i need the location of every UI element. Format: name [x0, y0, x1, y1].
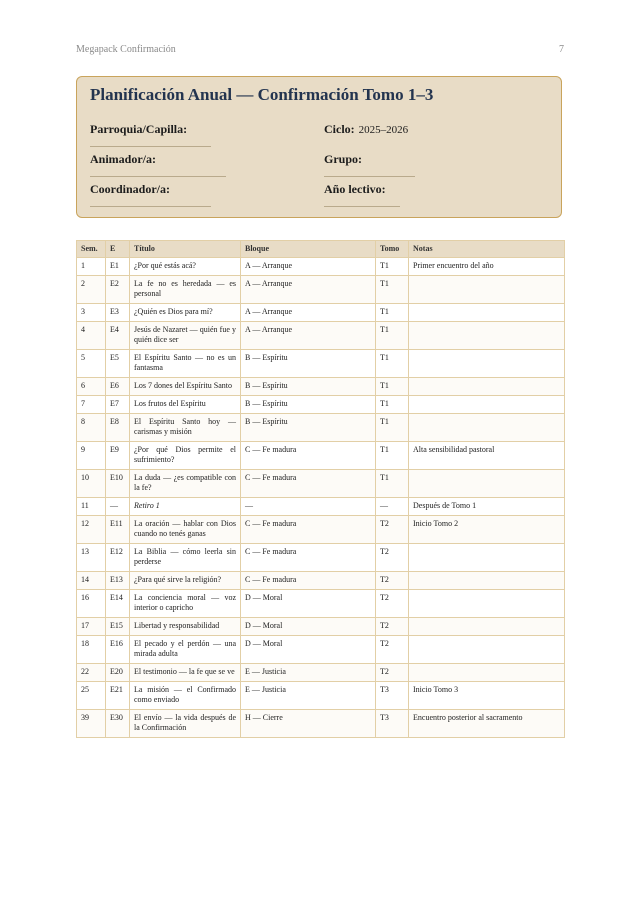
cell-tomo: T2	[376, 664, 409, 682]
cell-sem: 9	[77, 442, 106, 470]
parroquia-field	[90, 122, 187, 137]
cell-notas	[409, 322, 565, 350]
cell-bloque: A — Arranque	[241, 258, 376, 276]
cell-tomo: T1	[376, 442, 409, 470]
cell-tomo: T2	[376, 544, 409, 572]
cell-tomo: T2	[376, 590, 409, 618]
cell-e: E11	[106, 516, 130, 544]
cell-tomo: T2	[376, 572, 409, 590]
table-body	[77, 258, 565, 738]
coordinador-label: Coordinador/a:	[90, 182, 171, 196]
cell-tomo: T2	[376, 618, 409, 636]
cell-bloque: B — Espíritu	[241, 396, 376, 414]
cell-e: E20	[106, 664, 130, 682]
table-row	[77, 414, 565, 442]
cell-bloque: C — Fe madura	[241, 572, 376, 590]
cell-titulo: La oración — hablar con Dios cuando no tenés ganas	[130, 516, 241, 544]
table-row	[77, 304, 565, 322]
table-row	[77, 664, 565, 682]
cell-notas	[409, 276, 565, 304]
cell-tomo: T1	[376, 414, 409, 442]
cell-sem: 8	[77, 414, 106, 442]
page-number: 7	[559, 44, 564, 55]
table-row	[77, 710, 565, 738]
cell-titulo: ¿Por qué Dios permite el sufrimiento?	[130, 442, 241, 470]
cell-notas	[409, 304, 565, 322]
cell-e: E6	[106, 378, 130, 396]
cell-titulo: La fe no es heredada — es personal	[130, 276, 241, 304]
cell-bloque: A — Arranque	[241, 304, 376, 322]
cell-titulo: El testimonio — la fe que se ve	[130, 664, 241, 682]
cell-notas: Inicio Tomo 2	[409, 516, 565, 544]
running-header	[76, 44, 564, 55]
table-row	[77, 378, 565, 396]
animador-blank-line	[90, 176, 226, 177]
cell-tomo: T1	[376, 322, 409, 350]
cell-bloque: C — Fe madura	[241, 442, 376, 470]
cell-sem: 6	[77, 378, 106, 396]
cell-sem: 17	[77, 618, 106, 636]
cell-tomo: —	[376, 498, 409, 516]
table-row	[77, 618, 565, 636]
document-name: Megapack Confirmación	[76, 44, 176, 55]
grupo-field	[324, 152, 362, 167]
cell-bloque: D — Moral	[241, 618, 376, 636]
coordinador-blank-line	[90, 206, 211, 207]
cell-sem: 14	[77, 572, 106, 590]
table-row	[77, 470, 565, 498]
cell-bloque: B — Espíritu	[241, 414, 376, 442]
grupo-blank-line	[324, 176, 415, 177]
cell-tomo: T1	[376, 396, 409, 414]
cell-notas	[409, 470, 565, 498]
cell-e: E12	[106, 544, 130, 572]
table-row	[77, 276, 565, 304]
cell-sem: 4	[77, 322, 106, 350]
cell-sem: 39	[77, 710, 106, 738]
parroquia-label: Parroquia/Capilla:	[90, 122, 188, 136]
anio-lectivo-blank-line	[324, 206, 400, 207]
cell-bloque: D — Moral	[241, 590, 376, 618]
cell-bloque: —	[241, 498, 376, 516]
cell-e: E7	[106, 396, 130, 414]
cell-bloque: E — Justicia	[241, 682, 376, 710]
cell-e: E13	[106, 572, 130, 590]
column-header-e: E	[106, 241, 130, 258]
cell-e: E1	[106, 258, 130, 276]
cell-notas: Inicio Tomo 3	[409, 682, 565, 710]
cell-e: E8	[106, 414, 130, 442]
cell-bloque: C — Fe madura	[241, 544, 376, 572]
cell-sem: 5	[77, 350, 106, 378]
cell-titulo: La duda — ¿es compatible con la fe?	[130, 470, 241, 498]
cell-notas	[409, 396, 565, 414]
cell-bloque: D — Moral	[241, 636, 376, 664]
cell-notas: Alta sensibilidad pastoral	[409, 442, 565, 470]
cell-tomo: T3	[376, 682, 409, 710]
cell-sem: 12	[77, 516, 106, 544]
cell-sem: 1	[77, 258, 106, 276]
cell-e: E21	[106, 682, 130, 710]
cell-notas: Primer encuentro del año	[409, 258, 565, 276]
column-header-sem: Sem.	[77, 241, 106, 258]
cell-notas	[409, 350, 565, 378]
cell-e: E2	[106, 276, 130, 304]
cell-notas	[409, 414, 565, 442]
cell-sem: 25	[77, 682, 106, 710]
cell-e: E15	[106, 618, 130, 636]
table-row	[77, 636, 565, 664]
cell-tomo: T2	[376, 516, 409, 544]
cell-bloque: A — Arranque	[241, 276, 376, 304]
cell-tomo: T1	[376, 258, 409, 276]
cell-sem: 18	[77, 636, 106, 664]
column-header-bloque: Bloque	[241, 241, 376, 258]
cell-bloque: C — Fe madura	[241, 470, 376, 498]
cell-sem: 10	[77, 470, 106, 498]
page-title: Planificación Anual — Confirmación Tomo 1–3	[90, 85, 434, 104]
coordinador-field	[90, 182, 170, 197]
cell-tomo: T1	[376, 304, 409, 322]
cell-sem: 11	[77, 498, 106, 516]
cell-notas	[409, 378, 565, 396]
cell-titulo: ¿Quién es Dios para mí?	[130, 304, 241, 322]
ciclo-label: Ciclo:	[324, 122, 355, 136]
cell-sem: 16	[77, 590, 106, 618]
cell-sem: 13	[77, 544, 106, 572]
table-row	[77, 516, 565, 544]
cell-titulo: La misión — el Confirmado como enviado	[130, 682, 241, 710]
cell-titulo: El Espíritu Santo — no es un fantasma	[130, 350, 241, 378]
ciclo-value: 2025–2026	[358, 124, 409, 136]
cell-notas	[409, 572, 565, 590]
cell-sem: 2	[77, 276, 106, 304]
cell-titulo: Los frutos del Espíritu	[130, 396, 241, 414]
animador-field	[90, 152, 156, 167]
table-row	[77, 682, 565, 710]
cell-e: E9	[106, 442, 130, 470]
table-header-row	[77, 241, 565, 258]
table-row	[77, 572, 565, 590]
cell-titulo: El pecado y el perdón — una mirada adulta	[130, 636, 241, 664]
ciclo-field	[324, 122, 408, 137]
cell-tomo: T3	[376, 710, 409, 738]
anio-lectivo-label: Año lectivo:	[324, 182, 386, 196]
cell-tomo: T2	[376, 636, 409, 664]
column-header-notas: Notas	[409, 241, 565, 258]
cell-titulo: El Espíritu Santo hoy — carismas y misión	[130, 414, 241, 442]
column-header-titulo: Título	[130, 241, 241, 258]
table-row	[77, 590, 565, 618]
cell-notas	[409, 590, 565, 618]
planning-table	[76, 240, 565, 738]
table-row	[77, 350, 565, 378]
cell-notas	[409, 664, 565, 682]
anio-lectivo-field	[324, 182, 386, 197]
cell-notas: Encuentro posterior al sacramento	[409, 710, 565, 738]
cell-titulo: El envío — la vida después de la Confirmación	[130, 710, 241, 738]
cell-notas	[409, 618, 565, 636]
column-header-tomo: Tomo	[376, 241, 409, 258]
cell-sem: 3	[77, 304, 106, 322]
cell-e: E16	[106, 636, 130, 664]
cell-tomo: T1	[376, 350, 409, 378]
cell-notas	[409, 636, 565, 664]
cell-titulo: Retiro 1	[130, 498, 241, 516]
cell-bloque: B — Espíritu	[241, 350, 376, 378]
cell-e: E5	[106, 350, 130, 378]
cell-bloque: C — Fe madura	[241, 516, 376, 544]
animador-label: Animador/a:	[90, 152, 156, 166]
cell-e: E30	[106, 710, 130, 738]
parroquia-blank-line	[90, 146, 211, 147]
cell-titulo: Los 7 dones del Espíritu Santo	[130, 378, 241, 396]
table-row	[77, 498, 565, 516]
cell-tomo: T1	[376, 276, 409, 304]
cell-sem: 7	[77, 396, 106, 414]
cell-bloque: E — Justicia	[241, 664, 376, 682]
cell-notas: Después de Tomo 1	[409, 498, 565, 516]
cell-titulo: Libertad y responsabilidad	[130, 618, 241, 636]
cell-bloque: A — Arranque	[241, 322, 376, 350]
cell-e: E3	[106, 304, 130, 322]
table-row	[77, 442, 565, 470]
table-row	[77, 258, 565, 276]
cell-titulo: ¿Para qué sirve la religión?	[130, 572, 241, 590]
table-row	[77, 322, 565, 350]
cell-notas	[409, 544, 565, 572]
title-box	[76, 76, 562, 218]
cell-e: E4	[106, 322, 130, 350]
cell-e: E14	[106, 590, 130, 618]
table-row	[77, 396, 565, 414]
cell-sem: 22	[77, 664, 106, 682]
cell-tomo: T1	[376, 378, 409, 396]
table-row	[77, 544, 565, 572]
grupo-label: Grupo:	[324, 152, 363, 166]
cell-e: E10	[106, 470, 130, 498]
cell-titulo: Jesús de Nazaret — quién fue y quién dice ser	[130, 322, 241, 350]
cell-bloque: B — Espíritu	[241, 378, 376, 396]
cell-bloque: H — Cierre	[241, 710, 376, 738]
cell-titulo: ¿Por qué estás acá?	[130, 258, 241, 276]
cell-titulo: La conciencia moral — voz interior o capricho	[130, 590, 241, 618]
cell-e: —	[106, 498, 130, 516]
cell-tomo: T1	[376, 470, 409, 498]
cell-titulo: La Biblia — cómo leerla sin perderse	[130, 544, 241, 572]
